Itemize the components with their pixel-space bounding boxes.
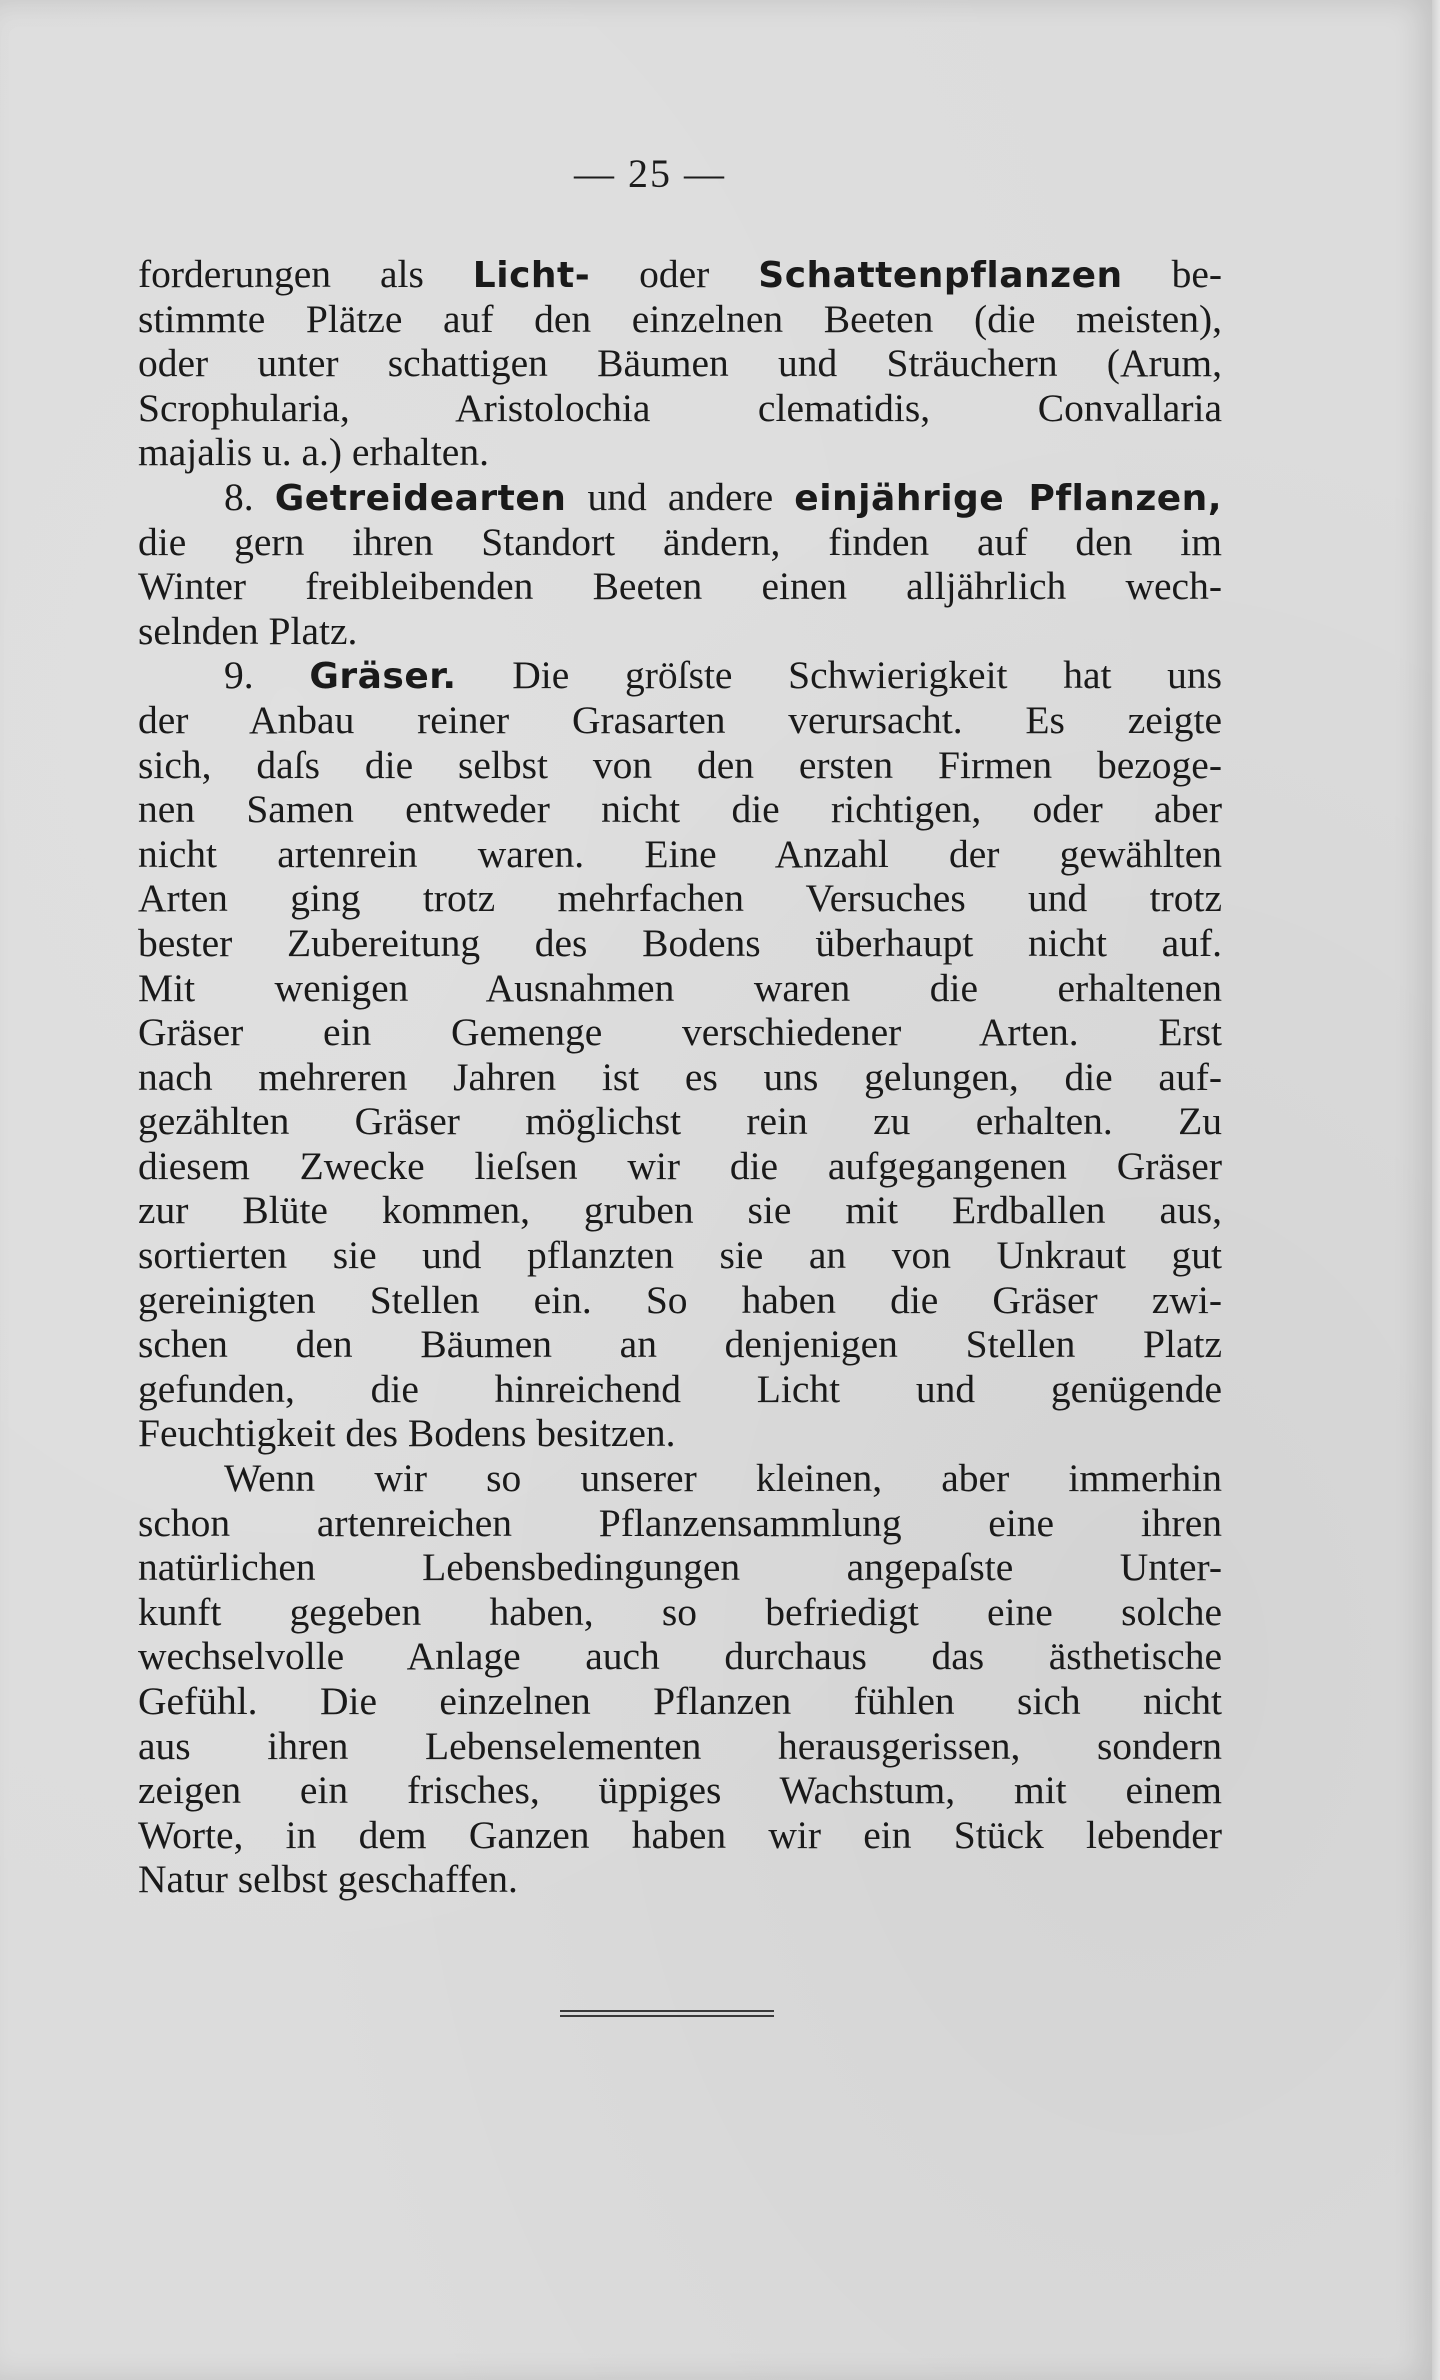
bold-term: Licht- <box>472 255 591 296</box>
text-line: Gräser ein Gemenge verschiedener Arten. Erst <box>138 1010 1222 1055</box>
line-segment: und andere <box>566 474 795 519</box>
text-line <box>138 252 1222 297</box>
item-number: 8. <box>224 474 275 519</box>
text-line: selnden Platz. <box>138 608 358 653</box>
bold-term: Schattenpflanzen <box>758 255 1123 296</box>
page-number: — 25 — <box>574 151 726 196</box>
text-line: nach mehreren Jahren ist es uns gelungen, die auf- <box>138 1054 1222 1099</box>
line-segment: forderungen als <box>138 252 473 296</box>
line-segment: be- <box>1122 252 1222 296</box>
text-line: gereinigten Stellen ein. So haben die Gräser zwi- <box>138 1277 1222 1322</box>
bold-term: einjährige Pflanzen, <box>794 477 1222 519</box>
text-line: Gefühl. Die einzelnen Pflanzen fühlen sich nicht <box>138 1679 1222 1723</box>
section-divider <box>560 2010 774 2018</box>
text-line: nen Samen entweder nicht die richtigen, oder aber <box>138 787 1222 832</box>
text-line <box>138 653 1222 698</box>
text-line: Wenn wir so unserer kleinen, aber immerhin <box>224 1456 1222 1501</box>
text-line: stimmte Plätze auf den einzelnen Beeten (die meisten), <box>138 296 1222 341</box>
text-line: nicht artenrein waren. Eine Anzahl der gewählten <box>138 831 1222 876</box>
text-line: die gern ihren Standort ändern, finden auf den im <box>138 519 1222 564</box>
text-line: schen den Bäumen an denjenigen Stellen Platz <box>138 1322 1222 1367</box>
text-line: Worte, in dem Ganzen haben wir ein Stück lebender <box>138 1812 1222 1857</box>
text-line: Winter freibleibenden Beeten einen alljährlich wech- <box>138 564 1222 609</box>
bold-term: Getreidearten <box>274 477 567 519</box>
text-line: sortierten sie und pflanzten sie an von Unkraut gut <box>138 1233 1222 1278</box>
divider-rule <box>560 2015 774 2017</box>
text-line: majalis u. a.) erhalten. <box>138 430 489 475</box>
text-line: gefunden, die hinreichend Licht und genügende <box>138 1366 1222 1411</box>
text-line: diesem Zwecke lieſsen wir die aufgegangenen Gräser <box>138 1143 1222 1188</box>
text-line: kunft gegeben haben, so befriedigt eine solche <box>138 1589 1222 1634</box>
text-line: natürlichen Lebensbedingungen angepaſste Unter- <box>138 1545 1222 1590</box>
text-line: bester Zubereitung des Bodens überhaupt nicht auf. <box>138 920 1222 965</box>
text-line: Arten ging trotz mehrfachen Versuches und trotz <box>138 876 1222 921</box>
text-line: zur Blüte kommen, gruben sie mit Erdballen aus, <box>138 1188 1222 1233</box>
text-line: gezählten Gräser möglichst rein zu erhalten. Zu <box>138 1099 1222 1144</box>
text-line: aus ihren Lebenselementen herausgerissen, sondern <box>138 1723 1222 1768</box>
text-line: sich, daſs die selbst von den ersten Firmen bezoge- <box>138 742 1222 787</box>
text-line <box>138 475 1222 520</box>
page-edge-shadow <box>1432 0 1440 2380</box>
text-line: zeigen ein frisches, üppiges Wachstum, mit einem <box>138 1768 1222 1813</box>
bold-term: Gräser. <box>309 656 457 698</box>
text-line: schon artenreichen Pflanzensammlung eine ihren <box>138 1500 1222 1545</box>
text-line: der Anbau reiner Grasarten verursacht. Es zeigte <box>138 697 1222 742</box>
text-line: Natur selbst geschaffen. <box>138 1857 518 1902</box>
line-segment: oder <box>590 252 759 296</box>
text-line: oder unter schattigen Bäumen und Sträuchern (Arum, <box>138 341 1222 386</box>
text-line: wechselvolle Anlage auch durchaus das ästhetische <box>138 1634 1222 1679</box>
line-segment: Die gröſste Schwierigkeit hat uns <box>456 653 1222 698</box>
divider-rule <box>560 2010 774 2012</box>
text-line: Scrophularia, Aristolochia clematidis, Convallaria <box>138 385 1222 430</box>
body-text <box>138 252 1222 1902</box>
text-line: Mit wenigen Ausnahmen waren die erhaltenen <box>138 965 1222 1010</box>
text-line: Feuchtigkeit des Bodens besitzen. <box>138 1411 676 1456</box>
item-number: 9. <box>224 653 310 698</box>
